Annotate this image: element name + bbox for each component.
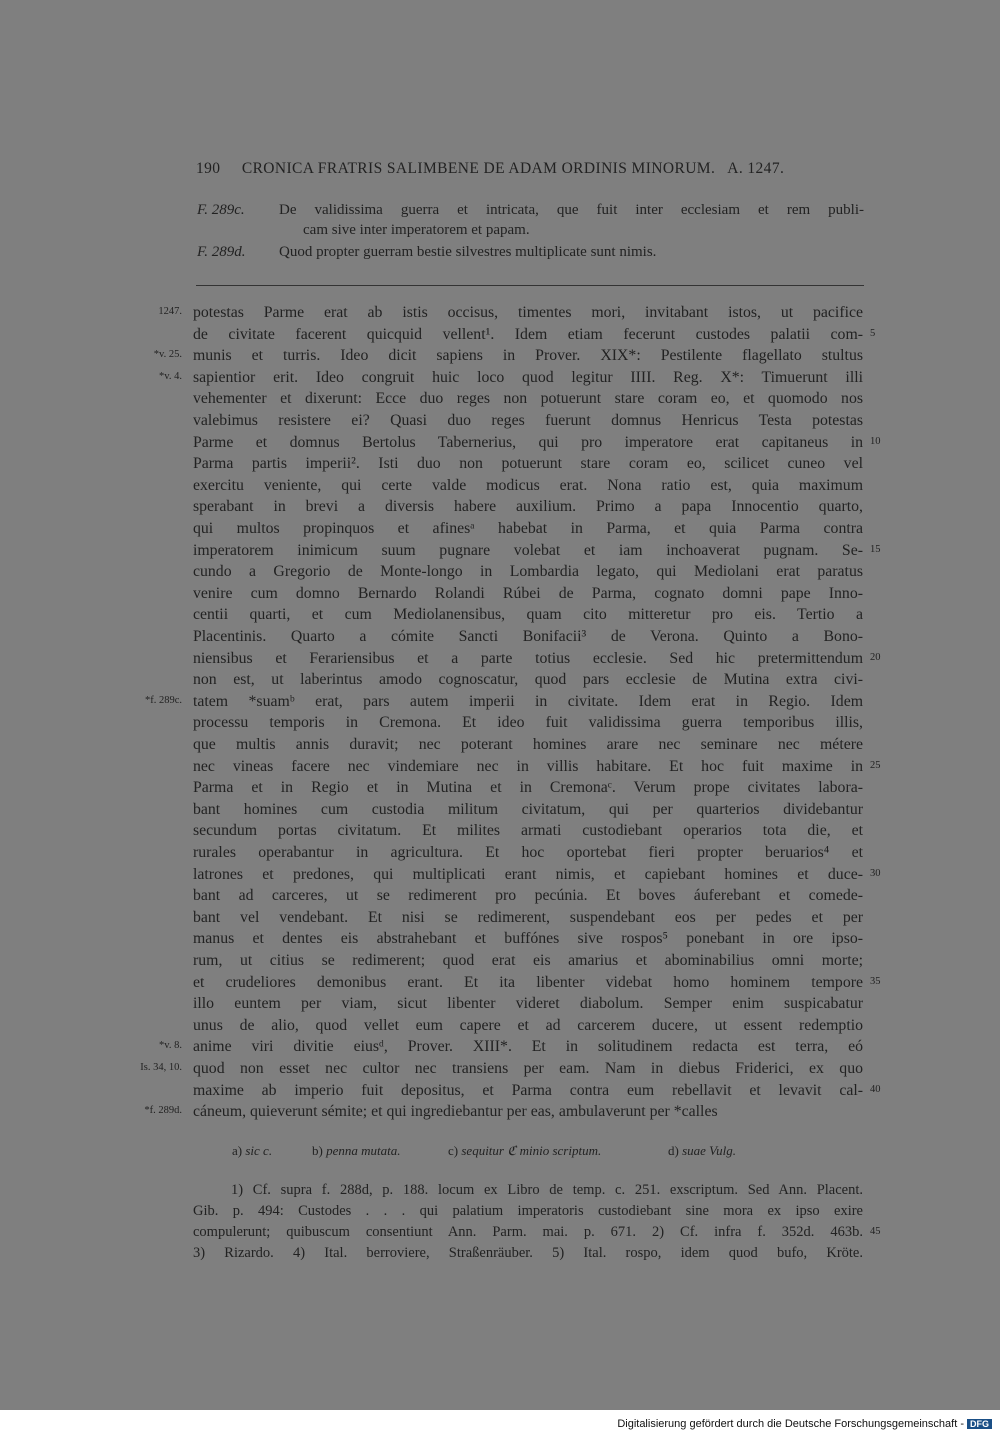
- text-line: Parme et domnus Bertolus Tabernerius, qui pro imperatore erat capitaneus in: [193, 433, 863, 451]
- text-line: quod non esset nec cultor nec transiens per eam. Nam in diebus Friderici, ex quo: [193, 1060, 863, 1077]
- text-line: et crudeliores demonibus erant. Et ita libenter videbat homo hominem tempore: [193, 973, 863, 991]
- text-line: secundum portas civitatum. Et milites armati custodiebant operarios tota die, et: [193, 822, 863, 840]
- margin-reference: *f. 289d.: [144, 1105, 182, 1117]
- apparatus-b: b) penna mutata.: [312, 1143, 401, 1158]
- margin-reference: *f. 289c.: [144, 694, 182, 706]
- text-line: latrones et predones, qui multiplicati erant nimis, et capiebant homines et duce-: [193, 865, 863, 883]
- text-line: bant ad carceres, ut se redimerent pro pecúnia. Et boves áuferebant et comede-: [193, 887, 863, 905]
- summary-ref-1: F. 289c.: [197, 202, 245, 218]
- line-number: 30: [870, 867, 881, 879]
- line-number: 25: [870, 759, 881, 771]
- text-line: vehementer et dixerunt: Ecce duo reges non potuerunt stare coram eo, et quomodo nos: [193, 390, 863, 408]
- text-line: tatem *suamᵇ erat, pars autem imperii in civitate. Idem erat in Regio. Idem: [193, 692, 863, 710]
- text-line: Parma partis imperii². Isti duo non potuerunt stare coram eo, scilicet cuneo vel: [193, 455, 863, 473]
- text-line: bant vel vendebant. Et nisi se redimerent, suspendebant eos per pedes et per: [193, 908, 863, 926]
- margin-reference: *v. 8.: [159, 1040, 182, 1052]
- page-number: 190: [196, 160, 221, 177]
- line-number: 20: [870, 651, 881, 663]
- dfg-logo: DFG: [967, 1419, 992, 1429]
- text-line: Parma et in Regio et in Mutina et in Cremonaᶜ. Verum prope civitates labora-: [193, 779, 863, 797]
- line-number: 35: [870, 975, 881, 987]
- text-line: niensibus et Ferariensibus et a parte totius ecclesie. Sed hic pretermittendum: [193, 649, 863, 667]
- text-line: processu temporis in Cremona. Et ideo fuit validissima guerra temporibus illis,: [193, 714, 863, 732]
- margin-reference: 1247.: [158, 306, 182, 317]
- footnote-line-3: compulerunt; quibuscum consentiunt Ann. Parm. mai. p. 671. 2) Cf. infra f. 352d. 463b.: [193, 1224, 863, 1240]
- text-line: sapientior erit. Ideo congruit huic loco quod legitur IIII. Reg. X*: Timuerunt illi: [193, 368, 863, 386]
- text-line: potestas Parme erat ab istis occisus, timentes mori, invitabant istos, ut pacifice: [193, 304, 863, 321]
- text-line: valebimus resistere ei? Quasi duo reges fuerunt domnus Henricus Testa potestas: [193, 412, 863, 429]
- footnote-line-4: 3) Rizardo. 4) Ital. berroviere, Straßenräuber. 5) Ital. rospo, idem quod bufo, Kröte.: [193, 1245, 863, 1261]
- text-line: anime viri divitie eiusᵈ, Prover. XIII*. Et in solitudinem redacta est terra, eó: [193, 1038, 863, 1056]
- margin-reference: *v. 4.: [159, 370, 182, 382]
- text-line: rurales operabantur in agricultura. Et hoc oportebat fieri propter beruarios⁴ et: [193, 844, 863, 861]
- text-line: unus de alio, quod vellet eum capere et ad carcerem ducere, ut essent redemptio: [193, 1016, 863, 1034]
- summary-text-1b: cam sive inter imperatorem et papam.: [303, 222, 530, 238]
- text-line: sperabant in brevi a diversis habere auxilium. Primo a papa Innocentio quarto,: [193, 498, 863, 516]
- footer-text: Digitalisierung gefördert durch die Deutsche Forschungsgemeinschaft -: [617, 1418, 964, 1430]
- text-line: munis et turris. Ideo dicit sapiens in Prover. XIX*: Pestilente flagellato stultus: [193, 347, 863, 365]
- summary-text-2: Quod propter guerram bestie silvestres multiplicate sunt nimis.: [279, 244, 657, 260]
- text-line: bant homines cum custodia militum civitatum, qui per quarterios dividebantur: [193, 800, 863, 818]
- text-line: qui multos propinquos et afinesᵃ habebat in Parma, et quia Parma contra: [193, 520, 863, 537]
- margin-reference: Is. 34, 10.: [140, 1062, 182, 1073]
- text-line: maxime ab imperio fuit depositus, et Parma contra eum rebellavit et levavit cal-: [193, 1081, 863, 1099]
- text-line: cáneum, quieverunt sémite; et qui ingrediebantur per eas, ambulaverunt per *calles: [193, 1103, 718, 1121]
- apparatus-d: d) suae Vulg.: [668, 1143, 737, 1158]
- line-number: 10: [870, 435, 881, 447]
- text-line: rum, ut citius se redimerent; quod erat eis amarius et abominabilius omni morte;: [193, 952, 863, 969]
- text-line: imperatorem inimicum suum pugnare volebat et iam inchoaverat pugnam. Se-: [193, 541, 863, 559]
- line-number: 15: [870, 543, 881, 555]
- digitization-footer: [617, 1418, 992, 1430]
- summary-text-1a: De validissima guerra et intricata, que fuit inter ecclesiam et rem publi-: [279, 202, 864, 218]
- text-line: illo euntem per viam, sicut libenter videret diabolum. Semper enim suspicabatur: [193, 995, 863, 1013]
- line-number: 5: [870, 327, 876, 339]
- footnote-line-1: 1) Cf. supra f. 288d, p. 188. locum ex Libro de temp. c. 251. exscriptum. Sed Ann. Placent.: [231, 1182, 863, 1198]
- text-line: non est, ut laberintus amodo cognoscatur, quod pars ecclesie de Mutina extra civi-: [193, 671, 863, 689]
- text-line: exercitu veniente, qui certe valde modicus erat. Nona ratio est, quia maximum: [193, 476, 863, 494]
- separator-rule: [196, 285, 864, 286]
- margin-reference: *v. 25.: [153, 349, 182, 361]
- text-line: manus et dentes eis abstrahebant et buffónes sive rospos⁵ ponebant in ore ipso-: [193, 930, 863, 948]
- running-header: [196, 160, 784, 178]
- text-line: cundo a Gregorio de Monte-longo in Lombardia legato, qui Mediolani erat paratus: [193, 563, 863, 581]
- text-line: que multis annis duravit; nec poterant homines arare nec seminare nec métere: [193, 736, 863, 753]
- line-number: 40: [870, 1083, 881, 1095]
- header-year: A. 1247.: [727, 160, 785, 177]
- running-title: CRONICA FRATRIS SALIMBENE DE ADAM ORDINIS MINORUM.: [241, 160, 716, 177]
- apparatus-c: c) sequitur ℭ minio scriptum.: [448, 1143, 602, 1158]
- summary-ref-2: F. 289d.: [197, 244, 246, 260]
- footnote-line-number: 45: [870, 1226, 881, 1237]
- text-line: centii quarti, et cum Mediolanensibus, quam cito mitteretur pro eis. Tertio a: [193, 606, 863, 624]
- apparatus-a: a) sic c.: [232, 1143, 273, 1158]
- text-line: de civitate facerent quicquid vellent¹. Idem etiam fecerunt custodes palatii com-: [193, 325, 863, 343]
- text-line: Placentinis. Quarto a cómite Sancti Bonifacii³ de Verona. Quinto a Bono-: [193, 628, 863, 645]
- text-line: venire cum domno Bernardo Rolandi Rúbei de Parma, cognato domni pape Inno-: [193, 584, 863, 602]
- footnote-line-2: Gib. p. 494: Custodes . . . qui palatium imperatoris custodiebant sine mora ex ipso exire: [193, 1203, 863, 1219]
- text-line: nec vineas facere nec vindemiare nec in villis habitare. Et hoc fuit maxime in: [193, 757, 863, 775]
